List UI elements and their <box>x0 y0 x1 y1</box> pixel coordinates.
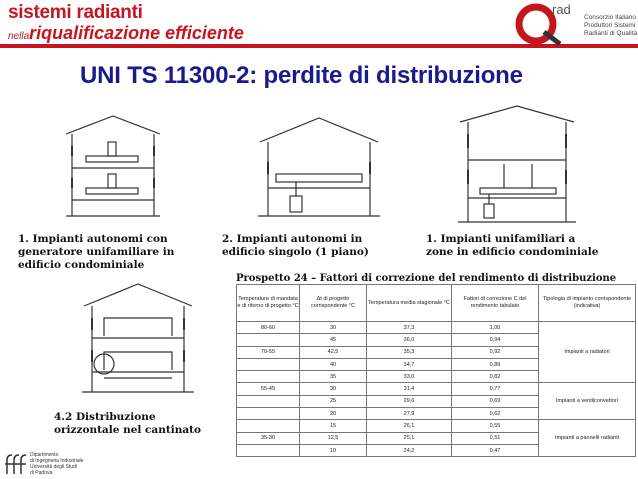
table-cell: 37,3 <box>367 322 452 334</box>
building-diagram-1 <box>58 112 168 222</box>
table-cell: 0,94 <box>452 334 539 346</box>
table-title: Prospetto 24 – Fattori di correzione del rendimento di distribuzione <box>236 273 617 284</box>
caption-number: 1. <box>18 233 29 245</box>
figure-caption-3 <box>426 233 606 259</box>
table-cell <box>237 444 300 456</box>
table-cell: 34,7 <box>367 358 452 370</box>
table-cell: 42,5 <box>300 346 367 358</box>
caption-number: 4.2 <box>54 411 73 423</box>
table-cell: 0,62 <box>452 408 539 420</box>
table-cell: 35 <box>300 371 367 383</box>
caption-text: Impianti autonomi in edificio singolo (1 piano) <box>222 233 369 258</box>
table-cell: 29,6 <box>367 395 452 407</box>
department-line: di Padova <box>30 470 53 476</box>
caption-text: Impianti autonomi con generatore unifamiliare in edificio condominiale <box>18 233 175 271</box>
table-row <box>237 322 636 334</box>
table-cell: 55-45 <box>237 383 300 395</box>
table-cell-type: Impianti a ventilconvettori <box>539 383 636 420</box>
table-cell: 33,0 <box>367 371 452 383</box>
table-cell: 26,1 <box>367 420 452 432</box>
table-cell: 45 <box>300 334 367 346</box>
caption-text: Impianti unifamiliari a zone in edificio condominiale <box>426 233 599 258</box>
table-cell: 35,3 <box>367 346 452 358</box>
department-line: Università degli Studi <box>30 464 77 470</box>
table-row <box>237 420 636 432</box>
logo-text: rad <box>552 2 571 17</box>
table-cell: 20 <box>300 408 367 420</box>
table-cell: 80-60 <box>237 322 300 334</box>
table-header: Temperature di mandata e di ritorno di progetto °C <box>237 285 300 322</box>
department-line: Dipartimento <box>30 452 59 458</box>
table-cell: 36,0 <box>367 334 452 346</box>
table-cell: 0,77 <box>452 383 539 395</box>
department-line: di Ingegneria Industriale <box>30 458 84 464</box>
table-cell: 0,47 <box>452 444 539 456</box>
consortium-text <box>584 14 637 38</box>
table-cell: 31,4 <box>367 383 452 395</box>
table-header-row <box>237 285 636 322</box>
table-cell <box>237 358 300 370</box>
table-cell: 27,9 <box>367 408 452 420</box>
department-text <box>30 452 83 476</box>
table-cell: 0,69 <box>452 395 539 407</box>
caption-number: 2. <box>222 233 233 245</box>
table-cell: 25 <box>300 395 367 407</box>
table-cell: 35-30 <box>237 432 300 444</box>
brand-subtitle <box>8 23 244 44</box>
table-cell: 15 <box>300 420 367 432</box>
consortium-line: Consorzio Italiano <box>584 14 637 21</box>
table-cell <box>237 371 300 383</box>
figure-caption-4 <box>54 411 204 437</box>
table-cell <box>237 420 300 432</box>
brand-title: sistemi radianti <box>8 2 143 23</box>
table-cell: 12,5 <box>300 432 367 444</box>
table-cell: 70-55 <box>237 346 300 358</box>
table-cell <box>237 408 300 420</box>
department-logo-icon <box>4 452 28 476</box>
figure-caption-2 <box>222 233 392 259</box>
brand-subtitle-big: riqualificazione efficiente <box>29 23 244 43</box>
table-header: Fattori di correzione C del rendimento tabulato <box>452 285 539 322</box>
table-header: Tipologia di impianto corrispondente (indicativa) <box>539 285 636 322</box>
table-cell: 25,1 <box>367 432 452 444</box>
table-cell <box>237 334 300 346</box>
caption-text: Distribuzione orizzontale nel cantinato <box>54 411 201 436</box>
building-diagram-2 <box>254 112 384 222</box>
table-cell: 0,55 <box>452 420 539 432</box>
table-cell <box>237 395 300 407</box>
table-cell: 1,00 <box>452 322 539 334</box>
consortium-line: Produttori Sistemi <box>584 22 636 29</box>
correction-factors-table <box>236 284 636 457</box>
table-cell: 30 <box>300 322 367 334</box>
caption-number: 1. <box>426 233 437 245</box>
table-cell: 0,82 <box>452 371 539 383</box>
table-cell-type: Impianti a pannelli radianti <box>539 420 636 457</box>
table-cell: 24,2 <box>367 444 452 456</box>
table-cell: 30 <box>300 383 367 395</box>
slide-title: UNI TS 11300-2: perdite di distribuzione <box>80 62 523 89</box>
table-header: Temperatura media stagionale °C <box>367 285 452 322</box>
consortium-line: Radianti di Qualità <box>584 30 638 37</box>
table-cell: 40 <box>300 358 367 370</box>
table-cell: 0,89 <box>452 358 539 370</box>
table-row <box>237 383 636 395</box>
table-cell: 10 <box>300 444 367 456</box>
table-cell: 0,92 <box>452 346 539 358</box>
building-diagram-3 <box>452 104 582 228</box>
table-header: Δt di progetto corrispondente °C <box>300 285 367 322</box>
building-diagram-4 <box>78 280 198 402</box>
figure-caption-1 <box>18 233 218 272</box>
table-cell: 0,51 <box>452 432 539 444</box>
table-cell-type: Impianti a radiatori <box>539 322 636 383</box>
brand-subtitle-small: nella <box>8 31 30 42</box>
